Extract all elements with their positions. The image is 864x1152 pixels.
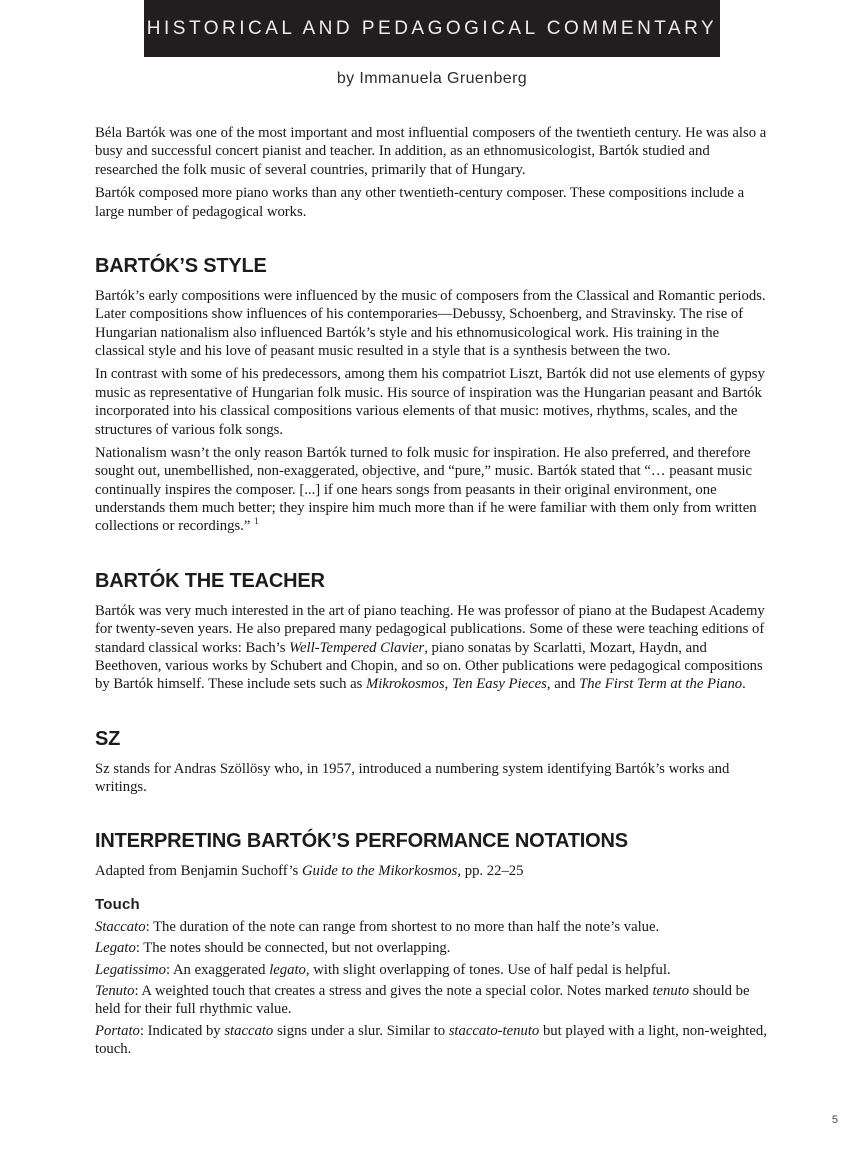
section-interpreting-notations [95, 830, 769, 1058]
term-definition-staccato: Staccato: The duration of the note can range from shortest to no more than half the note’s value. [95, 918, 660, 935]
intro-paragraph: Bartók composed more piano works than any other twentieth-century composer. These compositions include a large number of pedagogical works. [95, 185, 745, 220]
section-heading-interpreting-notations: INTERPRETING BARTÓK’S PERFORMANCE NOTATIONS [95, 830, 628, 853]
intro-paragraph: Béla Bartók was one of the most important and most influential composers of the twentieth century. He was also a busy and successful concert pianist and teacher. In addition, as an ethnomusicologist, Bartók studied and researched the folk music of several countries, primarily that of Hungary. [95, 125, 767, 178]
body-paragraph: Sz stands for Andras Szöllösy who, in 1957, introduced a numbering system identifying Bartók’s works and writings. [95, 760, 730, 795]
section-sz [95, 728, 769, 797]
page-number: 5 [831, 1114, 838, 1126]
term-definition-legato: Legato: The notes should be connected, but not overlapping. [95, 940, 451, 957]
section-bartoks-style [95, 255, 769, 536]
section-bartok-the-teacher [95, 570, 769, 694]
section-heading-bartoks-style: BARTÓK’S STYLE [95, 254, 267, 277]
page-header [0, 0, 864, 88]
term-definition-legatissimo: Legatissimo: An exaggerated legato, with slight overlapping of tones. Use of half pedal is helpful. [95, 961, 671, 978]
body-paragraph: Bartók was very much interested in the art of piano teaching. He was professor of piano at the Budapest Academy for twenty-seven years. He also prepared many pedagogical publications. Some of these were teaching editions of standard classical works: Bach’s Well-Tempered Clavier, piano sonatas by Scarlatti, Mozart, Haydn, and Beethoven, various works by Schubert and Chopin, and so on. Other publications were pedagogical compositions by Bartók himself. These include sets such as Mikrokosmos, Ten Easy Pieces, and The First Term at the Piano. [95, 602, 765, 693]
body-paragraph: Bartók’s early compositions were influenced by the music of composers from the Classical and Romantic periods. Later compositions show influences of his contemporaries—Debussy, Schoenberg, and Stravinsky. The rise of Hungarian nationalism also influenced Bartók’s style and his ethnomusicological work. His training in the classical style and his love of peasant music resulted in a style that is a synthesis between the two. [95, 287, 766, 359]
chapter-title-banner [144, 0, 720, 57]
source-attribution-line: Adapted from Benjamin Suchoff’s Guide to the Mikorkosmos, pp. 22–25 [95, 863, 524, 880]
chapter-title: HISTORICAL AND PEDAGOGICAL COMMENTARY [146, 17, 718, 39]
term-definition-portato: Portato: Indicated by staccato signs under a slur. Similar to staccato-tenuto but played with a light, non-weighted, touch. [95, 1022, 767, 1057]
page-body [95, 124, 769, 1058]
intro-section [95, 124, 769, 221]
subheading-touch: Touch [95, 895, 140, 913]
term-definition-tenuto: Tenuto: A weighted touch that creates a stress and gives the note a special color. Notes marked tenuto should be held for their full rhythmic value. [95, 982, 750, 1018]
body-paragraph: In contrast with some of his predecessors, among them his compatriot Liszt, Bartók did not use elements of gypsy music as representative of Hungarian folk music. His source of inspiration was the Hungarian peasant and Bartók incorporated into his classical compositions various elements of that music: motives, rhythms, scales, and the structures of various folk songs. [95, 366, 765, 438]
section-heading-bartok-the-teacher: BARTÓK THE TEACHER [95, 569, 325, 592]
byline: by Immanuela Gruenberg [336, 70, 528, 87]
body-paragraph-quote: Nationalism wasn’t the only reason Bartók turned to folk music for inspiration. He also preferred, and therefore sought out, unembellished, non-exaggerated, objective, and “pure,” music. Bartók stated that “… peasant music continually inspires the composer. [...] if one hears songs from peasants in their original environment, one understands them much better; they inspire him much more than if he were familiar with them only from written collections or recordings.” $^1$ [95, 444, 757, 535]
section-heading-sz: SZ [95, 727, 121, 750]
